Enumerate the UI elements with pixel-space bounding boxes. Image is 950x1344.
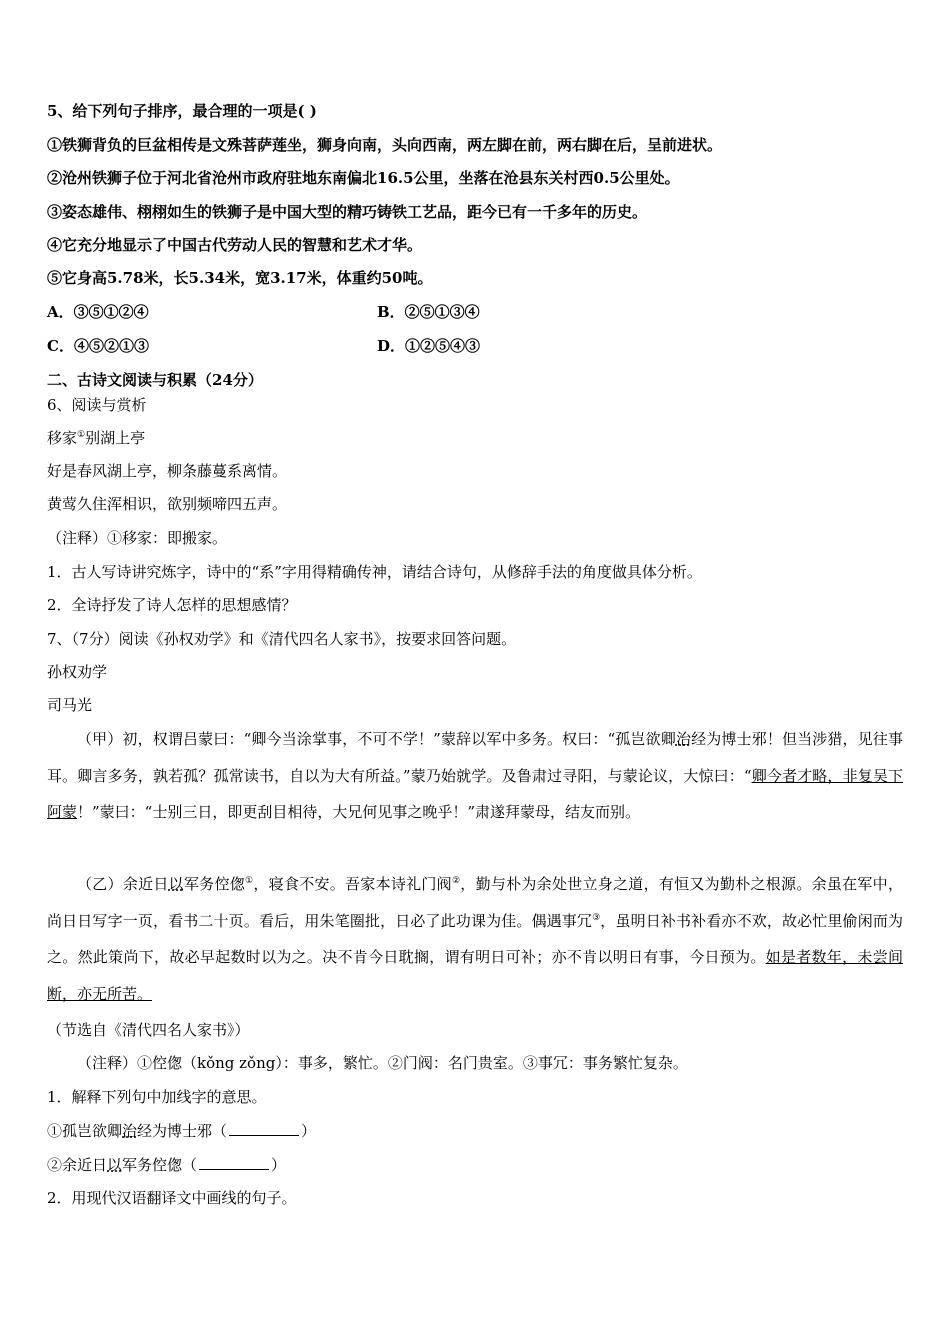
q6-sub-1: 1．古人写诗讲究炼字，诗中的“系”字用得精确传神，请结合诗句，从修辞手法的角度做具体分析。 [47, 563, 702, 581]
section-2-title: 二、古诗文阅读与积累（24分） [47, 371, 263, 389]
passage-title: 孙权劝学 [47, 663, 108, 681]
marked-char-zhi: 治 [675, 730, 692, 748]
passage-source: （节选自《清代四名人家书》） [47, 1021, 250, 1039]
answer-blank-1[interactable] [229, 1121, 299, 1136]
poem-note: （注释）①移家：即搬家。 [47, 529, 228, 547]
q5-sentence-5: ⑤它身高5.78米，长5.34米，宽3.17米，体重约50吨。 [47, 269, 433, 287]
passage-author: 司马光 [47, 696, 93, 714]
option-c[interactable]: C．④⑤②①③ [47, 337, 149, 355]
q7-item-1: ①孤岂欲卿治经为博士邪（ ） [47, 1122, 317, 1140]
answer-blank-2[interactable] [199, 1155, 269, 1170]
passage-jia: （甲）初，权谓吕蒙曰：“卿今当涂掌事，不可不学！”蒙辞以军中多务。权曰：“孤岂欲卿治经为博士邪！但当涉猎，见往事耳。卿言多务，孰若孤？孤常读书，自以为大有所益。”蒙乃始就学。及鲁肃过寻阳，与蒙论议，大惊曰：“卿今者才略，非复吴下阿蒙！”蒙曰：“士别三日，即更刮目相待，大兄何见事之晚乎！”肃遂拜蒙母，结友而别。 [47, 730, 903, 821]
q7-sub-2: 2．用现代汉语翻译文中画线的句子。 [47, 1189, 297, 1207]
option-b[interactable]: B．②⑤①③④ [377, 303, 480, 321]
q5-sentence-4: ④它充分地显示了中国古代劳动人民的智慧和艺术才华。 [47, 236, 423, 254]
q6-stem: 6、阅读与赏析 [47, 396, 147, 414]
marked-char-yi: 以 [168, 875, 184, 893]
passage-yi: （乙）余近日以军务倥偬①，寝食不安。吾家本诗礼门阀②，勤与朴为余处世立身之道，有恒又为勤朴之根源。余虽在军中，尚日日写字一页，看书二十页。看后，用朱笔圈批，日必了此功课为佳。偶遇事冗③，虽明日补书补看亦不欢，故必忙里偷闲而为之。然此策尚下，故必早起数时以为之。决不肯今日耽搁，谓有明日可补；亦不肯以明日有事，今日预为。如是者数年，未尝间断，亦无所苦。 [47, 875, 903, 1003]
option-a[interactable]: A．③⑤①②④ [47, 303, 149, 321]
q6-sub-2: 2．全诗抒发了诗人怎样的思想感情？ [47, 596, 297, 614]
q7-item-2: ②余近日以军务倥偬（ ） [47, 1156, 287, 1174]
underlined-sentence-jia: 卿今者才略，非复吴下阿蒙 [47, 766, 903, 821]
option-d[interactable]: D．①②⑤④③ [377, 337, 481, 355]
q5-sentence-1: ①铁狮背负的巨盆相传是文殊菩萨莲坐，狮身向南，头向西南，两左脚在前，两右脚在后，呈前进状。 [47, 136, 723, 154]
poem-line-1: 好是春风湖上亭，柳条藤蔓系离情。 [47, 462, 288, 480]
underlined-sentence-yi: 如是者数年，未尝间断，亦无所苦。 [47, 948, 903, 1003]
poem-line-2: 黄莺久住浑相识，欲别频啼四五声。 [47, 495, 288, 513]
q7-stem: 7、（7分）阅读《孙权劝学》和《清代四名人家书》，按要求回答问题。 [47, 630, 517, 648]
passage-notes: （注释）①倥偬（kǒng zǒng）：事多，繁忙。②门阀：名门贵室。③事冗：事务繁忙复杂。 [77, 1054, 688, 1072]
q5-sentence-2: ②沧州铁狮子位于河北省沧州市政府驻地东南偏北16.5公里，坐落在沧县东关村西0.5公里处。 [47, 169, 680, 187]
poem-title: 移家①别湖上亭 [47, 429, 146, 447]
q5-stem: 5、给下列句子排序，最合理的一项是( ) [47, 102, 317, 120]
q7-sub-1: 1．解释下列句中加线字的意思。 [47, 1088, 267, 1106]
q5-sentence-3: ③姿态雄伟、栩栩如生的铁狮子是中国大型的精巧铸铁工艺品，距今已有一千多年的历史。 [47, 203, 648, 221]
